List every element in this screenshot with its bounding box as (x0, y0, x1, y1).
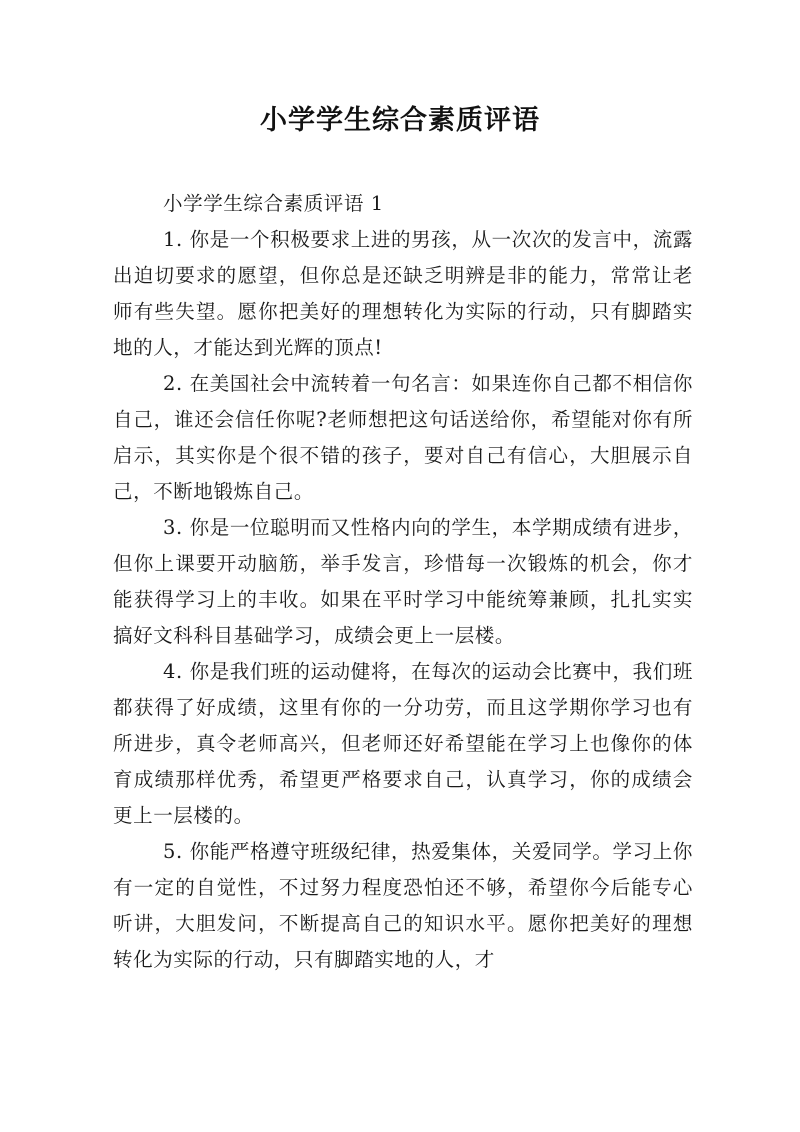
paragraph-5: 5. 你能严格遵守班级纪律，热爱集体，关爱同学。学习上你有一定的自觉性，不过努力程度恐怕还不够，希望你今后能专心听讲，大胆发问，不断提高自己的知识水平。愿你把美好的理想转化为实际的行动，只有脚踏实地的人，才 (113, 840, 693, 971)
document-body (113, 186, 693, 978)
section-subheading: 小学学生综合素质评语 1 (163, 192, 384, 215)
paragraph-3: 3. 你是一位聪明而又性格内向的学生，本学期成绩有进步，但你上课要开动脑筋，举手发言，珍惜每一次锻炼的机会，你才能获得学习上的丰收。如果在平时学习中能统筹兼顾，扎扎实实搞好文科科目基础学习，成绩会更上一层楼。 (113, 516, 693, 647)
paragraph-1: 1. 你是一个积极要求上进的男孩，从一次次的发言中，流露出迫切要求的愿望，但你总是还缺乏明辨是非的能力，常常让老师有些失望。愿你把美好的理想转化为实际的行动，只有脚踏实地的人，才能达到光辉的顶点! (113, 228, 693, 359)
document-title: 小学学生综合素质评语 (260, 105, 540, 136)
paragraph-4: 4. 你是我们班的运动健将，在每次的运动会比赛中，我们班都获得了好成绩，这里有你的一分功劳，而且这学期你学习也有所进步，真令老师高兴，但老师还好希望能在学习上也像你的体育成绩那样优秀，希望更严格要求自己，认真学习，你的成绩会更上一层楼的。 (113, 660, 693, 827)
paragraph-2: 2. 在美国社会中流转着一句名言：如果连你自己都不相信你自己，谁还会信任你呢?老师想把这句话送给你，希望能对你有所启示，其实你是个很不错的孩子，要对自己有信心，大胆展示自己，不断地锻炼自己。 (113, 372, 693, 503)
